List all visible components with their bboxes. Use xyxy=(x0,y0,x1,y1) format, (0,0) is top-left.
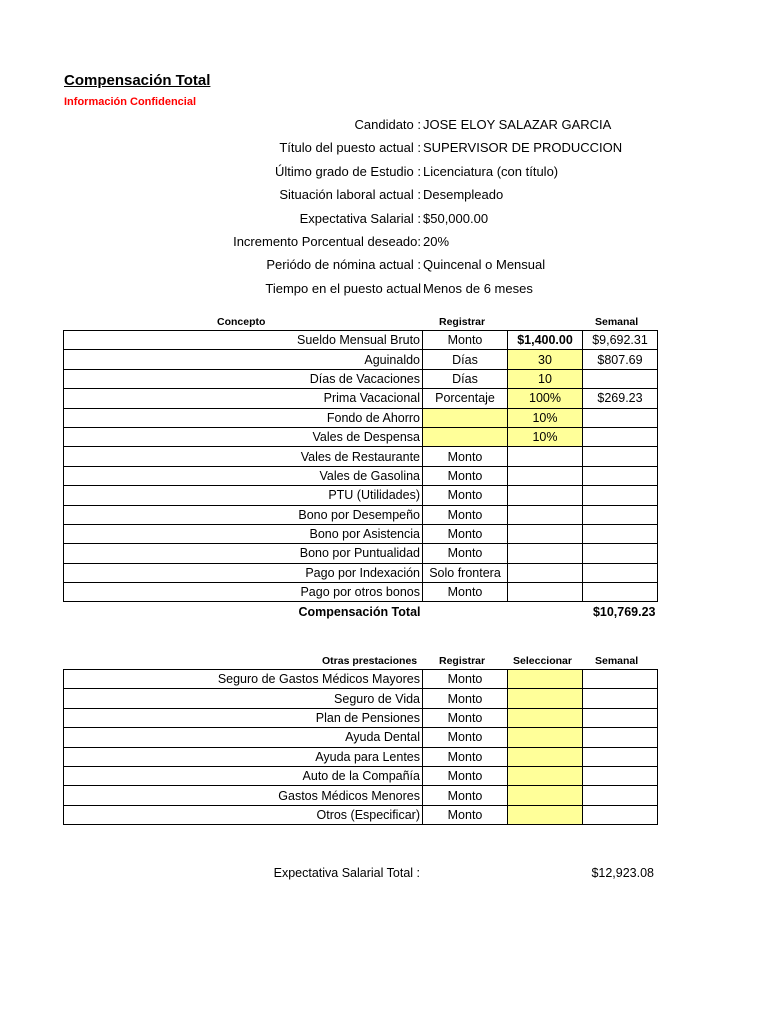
table-row xyxy=(64,583,658,602)
concepto-cell: Sueldo Mensual Bruto xyxy=(64,331,423,350)
table-row xyxy=(64,786,658,805)
registrar-cell: Monto xyxy=(423,689,508,708)
info-label: Último grado de Estudio : xyxy=(275,163,421,179)
table-row xyxy=(64,708,658,727)
semanal-cell xyxy=(583,466,658,485)
info-value[interactable]: Quincenal o Mensual xyxy=(423,257,546,273)
registrar-cell: Monto xyxy=(423,583,508,602)
table-row xyxy=(64,670,658,689)
header-concepto: Concepto xyxy=(217,316,266,328)
table-row xyxy=(64,350,658,369)
semanal-cell xyxy=(583,728,658,747)
concepto-cell: Aguinaldo xyxy=(64,350,423,369)
semanal-cell xyxy=(583,805,658,824)
header-otras-prestaciones: Otras prestaciones xyxy=(322,655,418,667)
select-input-cell[interactable] xyxy=(508,689,583,708)
value-input-cell[interactable] xyxy=(508,466,583,485)
concepto-cell: Ayuda para Lentes xyxy=(64,747,423,766)
concepto-cell: Bono por Asistencia xyxy=(64,524,423,543)
concepto-cell: Seguro de Gastos Médicos Mayores xyxy=(64,670,423,689)
registrar-cell: Monto xyxy=(423,331,508,350)
select-input-cell[interactable] xyxy=(508,766,583,785)
page-title: Compensación Total xyxy=(64,72,211,89)
registrar-cell: Días xyxy=(423,350,508,369)
registrar-cell: Monto xyxy=(423,708,508,727)
semanal-cell: $9,692.31 xyxy=(583,331,658,350)
registrar-cell xyxy=(423,408,508,427)
table-row xyxy=(64,369,658,388)
info-value[interactable]: 20% xyxy=(423,233,450,249)
info-value[interactable]: Licenciatura (con título) xyxy=(423,163,559,179)
value-input-cell[interactable] xyxy=(508,505,583,524)
semanal-cell xyxy=(583,766,658,785)
value-input-cell[interactable]: 10% xyxy=(508,408,583,427)
registrar-cell: Monto xyxy=(423,544,508,563)
value-input-cell[interactable] xyxy=(508,486,583,505)
value-input-cell[interactable] xyxy=(508,563,583,582)
registrar-cell: Monto xyxy=(423,766,508,785)
value-input-cell[interactable]: 10% xyxy=(508,427,583,446)
info-value[interactable]: Desempleado xyxy=(423,187,504,203)
concepto-cell: Seguro de Vida xyxy=(64,689,423,708)
info-row-expectativa xyxy=(0,208,768,231)
concepto-cell: Auto de la Compañía xyxy=(64,766,423,785)
total-salary-value: $12,923.08 xyxy=(591,866,654,880)
total-value: $10,769.23 xyxy=(592,604,656,619)
semanal-cell xyxy=(583,369,658,388)
info-label: Tiempo en el puesto actual xyxy=(265,280,421,296)
info-label: Título del puesto actual : xyxy=(279,140,421,156)
semanal-cell xyxy=(583,563,658,582)
table-row xyxy=(64,427,658,446)
semanal-cell xyxy=(583,583,658,602)
concepto-cell: Ayuda Dental xyxy=(64,728,423,747)
header-otras-semanal: Semanal xyxy=(595,655,639,667)
table-row xyxy=(64,544,658,563)
total-salary-label: Expectativa Salarial Total : xyxy=(273,866,420,880)
compensation-table xyxy=(63,330,658,621)
info-row-candidato xyxy=(0,114,768,137)
info-label: Incremento Porcentual deseado: xyxy=(233,233,421,249)
registrar-cell: Monto xyxy=(423,447,508,466)
info-value[interactable]: $50,000.00 xyxy=(423,210,489,226)
value-input-cell[interactable]: 100% xyxy=(508,389,583,408)
semanal-cell xyxy=(583,747,658,766)
registrar-cell: Monto xyxy=(423,805,508,824)
semanal-cell xyxy=(583,447,658,466)
confidential-notice: Información Confidencial xyxy=(64,96,197,108)
other-benefits-table xyxy=(63,669,658,825)
info-label: Situación laboral actual : xyxy=(279,187,421,203)
info-value[interactable]: Menos de 6 meses xyxy=(423,280,533,296)
info-row-periodo xyxy=(0,254,768,277)
table-row xyxy=(64,505,658,524)
info-row-estudio xyxy=(0,161,768,184)
concepto-cell: Prima Vacacional xyxy=(64,389,423,408)
table-row xyxy=(64,728,658,747)
table-row xyxy=(64,563,658,582)
table-row xyxy=(64,466,658,485)
concepto-cell: Bono por Puntualidad xyxy=(64,544,423,563)
concepto-cell: Plan de Pensiones xyxy=(64,708,423,727)
semanal-cell xyxy=(583,524,658,543)
table-row xyxy=(64,747,658,766)
registrar-cell: Días xyxy=(423,369,508,388)
candidate-info xyxy=(0,114,768,301)
semanal-cell xyxy=(583,708,658,727)
concepto-cell: Fondo de Ahorro xyxy=(64,408,423,427)
concepto-cell: Pago por otros bonos xyxy=(64,583,423,602)
table-row xyxy=(64,766,658,785)
registrar-cell: Monto xyxy=(423,524,508,543)
value-input-cell[interactable] xyxy=(508,583,583,602)
registrar-cell: Solo frontera xyxy=(423,563,508,582)
table-row xyxy=(64,331,658,350)
table-row xyxy=(64,689,658,708)
header-registrar: Registrar xyxy=(439,316,486,328)
value-input-cell[interactable]: 30 xyxy=(508,350,583,369)
concepto-cell: Vales de Gasolina xyxy=(64,466,423,485)
select-input-cell[interactable] xyxy=(508,747,583,766)
concepto-cell: Pago por Indexación xyxy=(64,563,423,582)
semanal-cell xyxy=(583,689,658,708)
empty-cell xyxy=(423,602,508,621)
value-input-cell[interactable]: $1,400.00 xyxy=(508,331,583,350)
registrar-cell: Monto xyxy=(423,670,508,689)
info-value[interactable]: JOSE ELOY SALAZAR GARCIA xyxy=(423,117,612,132)
registrar-cell: Porcentaje xyxy=(423,389,508,408)
registrar-cell xyxy=(423,427,508,446)
info-row-titulo xyxy=(0,137,768,160)
info-label: Periódo de nómina actual : xyxy=(266,257,421,273)
info-value[interactable]: SUPERVISOR DE PRODUCCION xyxy=(423,140,623,156)
table-row xyxy=(64,447,658,466)
select-input-cell[interactable] xyxy=(508,708,583,727)
info-label: Candidato : xyxy=(354,117,421,132)
semanal-cell xyxy=(583,786,658,805)
table-row xyxy=(64,389,658,408)
concepto-cell: Vales de Despensa xyxy=(64,427,423,446)
semanal-cell xyxy=(583,408,658,427)
total-label: Compensación Total xyxy=(298,604,421,619)
semanal-cell: $807.69 xyxy=(583,350,658,369)
info-label: Expectativa Salarial : xyxy=(299,210,421,226)
value-input-cell[interactable] xyxy=(508,544,583,563)
info-row-situacion xyxy=(0,184,768,207)
semanal-cell: $269.23 xyxy=(583,389,658,408)
semanal-cell xyxy=(583,505,658,524)
registrar-cell: Monto xyxy=(423,486,508,505)
semanal-cell xyxy=(583,544,658,563)
semanal-cell xyxy=(583,670,658,689)
registrar-cell: Monto xyxy=(423,786,508,805)
total-row xyxy=(64,602,658,621)
concepto-cell: Bono por Desempeño xyxy=(64,505,423,524)
concepto-cell: Días de Vacaciones xyxy=(64,369,423,388)
value-input-cell[interactable] xyxy=(508,524,583,543)
concepto-cell: Vales de Restaurante xyxy=(64,447,423,466)
info-row-incremento xyxy=(0,231,768,254)
table-row xyxy=(64,408,658,427)
semanal-cell xyxy=(583,486,658,505)
registrar-cell: Monto xyxy=(423,505,508,524)
semanal-cell xyxy=(583,427,658,446)
registrar-cell: Monto xyxy=(423,747,508,766)
concepto-cell: Otros (Especificar) xyxy=(64,805,423,824)
table-row xyxy=(64,486,658,505)
table-row xyxy=(64,524,658,543)
info-row-tiempo xyxy=(0,278,768,301)
concepto-cell: Gastos Médicos Menores xyxy=(64,786,423,805)
select-input-cell[interactable] xyxy=(508,786,583,805)
value-input-cell[interactable]: 10 xyxy=(508,369,583,388)
empty-cell xyxy=(508,602,583,621)
select-input-cell[interactable] xyxy=(508,728,583,747)
table-row xyxy=(64,805,658,824)
header-seleccionar: Seleccionar xyxy=(513,655,572,667)
header-otras-registrar: Registrar xyxy=(439,655,486,667)
registrar-cell: Monto xyxy=(423,466,508,485)
registrar-cell: Monto xyxy=(423,728,508,747)
concepto-cell: PTU (Utilidades) xyxy=(64,486,423,505)
select-input-cell[interactable] xyxy=(508,670,583,689)
select-input-cell[interactable] xyxy=(508,805,583,824)
header-semanal: Semanal xyxy=(595,316,639,328)
value-input-cell[interactable] xyxy=(508,447,583,466)
